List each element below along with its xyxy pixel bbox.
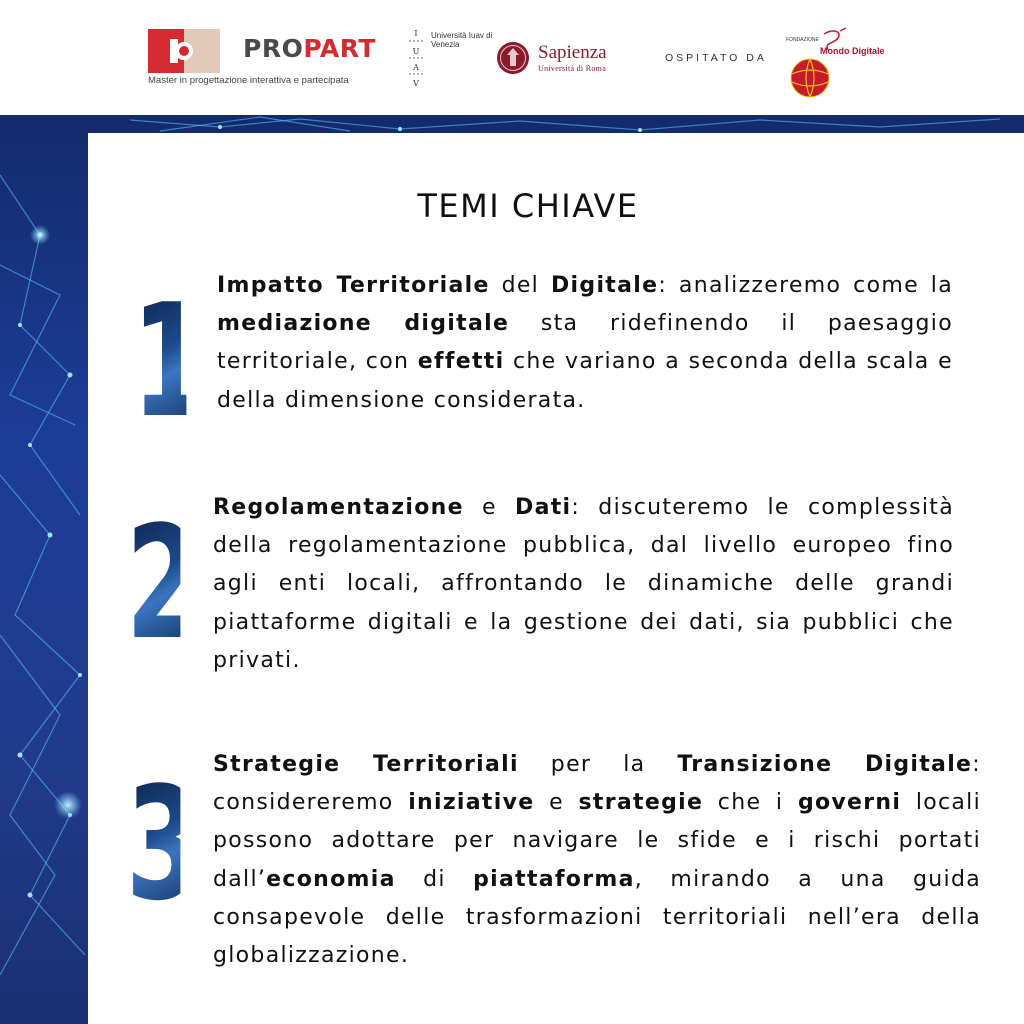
theme-text-segment: : discuteremo le complessità della regolamentazione pubblica, dal livello europeo fino agli enti locali, affrontando le dinamiche delle grandi piattaforme digitali e la gestione dei dati, sia pubblici che privati. — [213, 495, 954, 673]
propart-tagline: Master in progettazione interattiva e partecipata — [148, 75, 349, 86]
theme-keyword: mediazione digitale — [217, 311, 510, 337]
theme-keyword: Dati — [515, 495, 572, 520]
iuav-letter-v: V — [413, 79, 419, 88]
theme-text-segment: : analizzeremo come la — [658, 273, 953, 298]
theme-number-1: 1 — [132, 270, 206, 452]
theme-keyword: governi — [797, 790, 902, 816]
theme-text-segment: , mirando a una guida consapevole delle trasformazioni territoriali nell’era della globalizzazione. — [213, 866, 981, 969]
theme-keyword: Impatto Territoriale — [217, 273, 490, 298]
iuav-letters-icon — [406, 28, 426, 90]
page-title: TEMI CHIAVE — [417, 187, 639, 225]
propart-wordmark-accent: PART — [303, 34, 376, 63]
theme-text-segment: e — [534, 790, 579, 816]
propart-wordmark — [243, 34, 376, 63]
mondo-digitale-prefix: FONDAZIONE — [786, 37, 819, 43]
theme-text-segment: che variano a seconda della scala e della dimensione considerata. — [217, 349, 953, 413]
theme-keyword: Digitale — [551, 273, 659, 298]
propart-wordmark-prefix: PRO — [243, 34, 304, 63]
content-card — [88, 133, 1024, 1024]
mondo-digitale-name: Mondo Digitale — [820, 46, 885, 56]
iuav-name: Università Iuav di Venezia — [431, 31, 493, 49]
iuav-letter-u: U — [412, 47, 420, 56]
propart-logo-icon — [148, 29, 220, 73]
theme-keyword: effetti — [417, 349, 505, 375]
theme-keyword: Regolamentazione — [213, 495, 464, 520]
theme-text-segment: e — [463, 495, 516, 520]
theme-keyword: iniziative — [408, 790, 535, 816]
theme-keyword: Transizione Digitale — [677, 752, 973, 777]
sapienza-wordmark: Sapienza — [538, 42, 607, 63]
theme-text-segment: che i — [703, 790, 798, 816]
theme-2-text — [213, 489, 954, 680]
theme-1-text — [217, 267, 953, 420]
theme-3-text — [213, 746, 981, 975]
theme-keyword: Strategie Territoriali — [213, 752, 519, 777]
iuav-letter-i: I — [414, 29, 418, 38]
theme-text-segment: sta ridefinendo il paesaggio territoriale, con — [217, 311, 953, 375]
theme-text-segment: locali possono adottare per navigare le sfide e i rischi portati dall’ — [213, 790, 982, 892]
theme-keyword: strategie — [578, 790, 704, 816]
theme-number-2: 2 — [126, 492, 200, 674]
hosted-by-label: OSPITATO DA — [665, 52, 767, 64]
iuav-letter-a: A — [413, 63, 419, 72]
sapienza-seal-icon — [495, 38, 531, 78]
theme-keyword: economia — [266, 866, 396, 892]
theme-text-segment: : considereremo — [213, 752, 981, 816]
theme-keyword: piattaforma — [473, 866, 635, 892]
theme-text-segment: del — [489, 273, 551, 298]
header-logo-bar — [0, 0, 1024, 115]
theme-text-segment: di — [395, 866, 474, 892]
theme-text-segment: per la — [518, 752, 678, 777]
sapienza-subtitle: Università di Roma — [538, 64, 607, 73]
theme-number-3: 3 — [126, 753, 200, 935]
